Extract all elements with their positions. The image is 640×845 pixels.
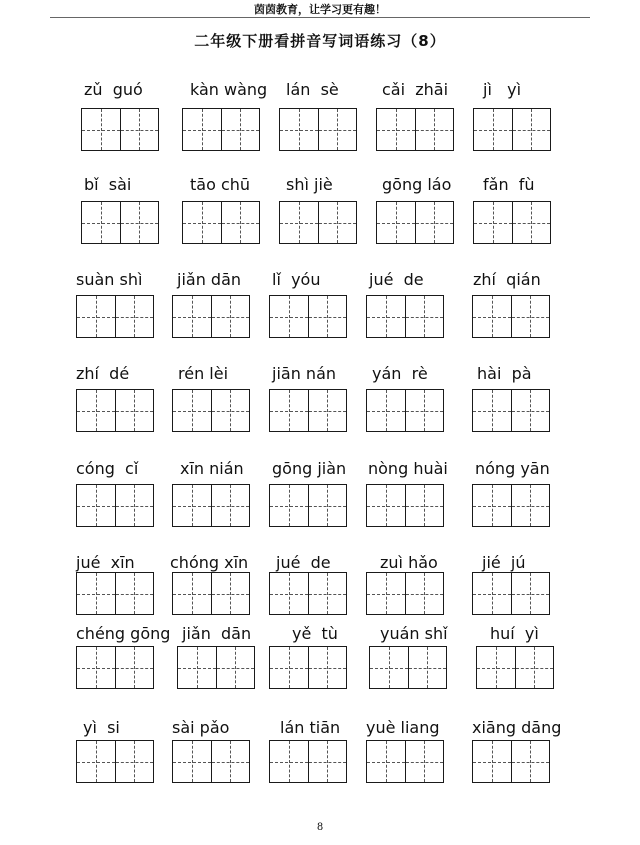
writing-grid[interactable]: [376, 108, 454, 151]
writing-cell[interactable]: [308, 485, 347, 526]
writing-cell[interactable]: [77, 296, 115, 337]
pinyin-label: gōng láo: [382, 175, 452, 194]
writing-grid[interactable]: [81, 201, 159, 244]
writing-grid[interactable]: [182, 108, 260, 151]
writing-cell[interactable]: [512, 202, 551, 243]
pinyin-label: lǐ yóu: [272, 270, 321, 289]
writing-grid[interactable]: [76, 389, 154, 432]
writing-cell[interactable]: [367, 296, 405, 337]
writing-grid[interactable]: [472, 389, 550, 432]
writing-grid[interactable]: [269, 740, 347, 783]
writing-cell[interactable]: [77, 647, 115, 688]
writing-cell[interactable]: [367, 485, 405, 526]
pinyin-label: cǎi zhāi: [382, 80, 449, 99]
header-slogan: 茵茵教育，让学习更有趣！: [254, 3, 386, 16]
writing-cell[interactable]: [318, 109, 357, 150]
pinyin-label: jié jú: [482, 553, 526, 572]
pinyin-label: jiǎn dān: [182, 624, 252, 643]
pinyin-label: rén lèi: [178, 364, 229, 383]
writing-cell[interactable]: [415, 202, 454, 243]
pinyin-label: sài pǎo: [172, 718, 230, 737]
writing-cell[interactable]: [377, 109, 415, 150]
writing-cell[interactable]: [511, 741, 550, 782]
page-number: 8: [316, 822, 324, 833]
pinyin-label: chéng gōng: [76, 624, 171, 643]
writing-cell[interactable]: [173, 741, 211, 782]
writing-grid[interactable]: [269, 646, 347, 689]
writing-grid[interactable]: [366, 295, 444, 338]
writing-cell[interactable]: [408, 647, 447, 688]
writing-cell[interactable]: [308, 741, 347, 782]
writing-grid[interactable]: [369, 646, 447, 689]
writing-cell[interactable]: [173, 390, 211, 431]
pinyin-label: hài pà: [477, 364, 532, 383]
writing-cell[interactable]: [473, 296, 511, 337]
writing-cell[interactable]: [270, 573, 308, 614]
pinyin-label: chóng xīn: [170, 553, 249, 572]
writing-grid[interactable]: [269, 572, 347, 615]
writing-grid[interactable]: [366, 740, 444, 783]
writing-grid[interactable]: [76, 484, 154, 527]
page-header: [0, 0, 640, 20]
pinyin-label: jué xīn: [76, 553, 135, 572]
writing-cell[interactable]: [211, 741, 250, 782]
writing-cell[interactable]: [405, 296, 444, 337]
writing-grid[interactable]: [473, 108, 551, 151]
writing-cell[interactable]: [82, 109, 120, 150]
pinyin-label: yuè liang: [366, 718, 440, 737]
writing-cell[interactable]: [280, 202, 318, 243]
writing-grid[interactable]: [279, 108, 357, 151]
writing-cell[interactable]: [115, 741, 154, 782]
pinyin-label: suàn shì: [76, 270, 143, 289]
writing-cell[interactable]: [308, 296, 347, 337]
writing-cell[interactable]: [477, 647, 515, 688]
pinyin-label: zhí qián: [473, 270, 541, 289]
writing-cell[interactable]: [318, 202, 357, 243]
writing-cell[interactable]: [270, 485, 308, 526]
writing-grid[interactable]: [473, 201, 551, 244]
writing-grid[interactable]: [269, 389, 347, 432]
writing-cell[interactable]: [77, 573, 115, 614]
writing-cell[interactable]: [216, 647, 255, 688]
writing-cell[interactable]: [221, 202, 260, 243]
writing-cell[interactable]: [270, 647, 308, 688]
writing-cell[interactable]: [211, 296, 250, 337]
writing-grid[interactable]: [376, 201, 454, 244]
writing-cell[interactable]: [280, 109, 318, 150]
writing-cell[interactable]: [367, 573, 405, 614]
writing-cell[interactable]: [173, 296, 211, 337]
writing-grid[interactable]: [366, 572, 444, 615]
writing-cell[interactable]: [211, 485, 250, 526]
pinyin-label: kàn wàng: [190, 80, 268, 99]
pinyin-label: jué de: [369, 270, 424, 289]
header-divider: [50, 17, 590, 18]
writing-grid[interactable]: [366, 389, 444, 432]
pinyin-label: yě tù: [292, 624, 338, 643]
pinyin-label: gōng jiàn: [272, 459, 347, 478]
writing-cell[interactable]: [474, 202, 512, 243]
writing-cell[interactable]: [211, 573, 250, 614]
pinyin-label: zuì hǎo: [380, 553, 438, 572]
writing-cell[interactable]: [511, 296, 550, 337]
pinyin-label: nóng yān: [475, 459, 550, 478]
writing-cell[interactable]: [405, 390, 444, 431]
writing-cell[interactable]: [474, 109, 512, 150]
pinyin-label: xiāng dāng: [472, 718, 562, 737]
writing-cell[interactable]: [270, 390, 308, 431]
page-title: 二年级下册看拼音写词语练习（8）: [194, 32, 446, 50]
writing-cell[interactable]: [183, 109, 221, 150]
writing-cell[interactable]: [473, 485, 511, 526]
pinyin-label: yán rè: [372, 364, 428, 383]
writing-cell[interactable]: [511, 485, 550, 526]
writing-cell[interactable]: [115, 296, 154, 337]
writing-cell[interactable]: [308, 390, 347, 431]
pinyin-label: jiān nán: [272, 364, 337, 383]
writing-grid[interactable]: [172, 389, 250, 432]
writing-cell[interactable]: [77, 741, 115, 782]
pinyin-label: shì jiè: [286, 175, 333, 194]
writing-cell[interactable]: [308, 573, 347, 614]
writing-cell[interactable]: [115, 573, 154, 614]
writing-grid[interactable]: [472, 484, 550, 527]
writing-grid[interactable]: [76, 646, 154, 689]
writing-grid[interactable]: [269, 295, 347, 338]
pinyin-label: lán sè: [286, 80, 339, 99]
writing-cell[interactable]: [512, 109, 551, 150]
writing-grid[interactable]: [81, 108, 159, 151]
pinyin-label: lán tiān: [280, 718, 341, 737]
writing-grid[interactable]: [472, 295, 550, 338]
writing-grid[interactable]: [472, 572, 550, 615]
writing-cell[interactable]: [367, 741, 405, 782]
pinyin-label: nòng huài: [368, 459, 448, 478]
writing-cell[interactable]: [120, 202, 159, 243]
writing-grid[interactable]: [172, 295, 250, 338]
writing-cell[interactable]: [120, 109, 159, 150]
pinyin-label: yì si: [83, 718, 120, 737]
pinyin-label: zhí dé: [76, 364, 130, 383]
writing-cell[interactable]: [308, 647, 347, 688]
pinyin-label: zǔ guó: [84, 80, 143, 99]
writing-cell[interactable]: [115, 647, 154, 688]
pinyin-label: cóng cǐ: [76, 459, 139, 478]
writing-cell[interactable]: [511, 390, 550, 431]
writing-grid[interactable]: [279, 201, 357, 244]
writing-cell[interactable]: [221, 109, 260, 150]
writing-cell[interactable]: [115, 390, 154, 431]
writing-cell[interactable]: [211, 390, 250, 431]
writing-cell[interactable]: [270, 741, 308, 782]
writing-cell[interactable]: [370, 647, 408, 688]
writing-grid[interactable]: [76, 572, 154, 615]
writing-grid[interactable]: [172, 484, 250, 527]
writing-cell[interactable]: [77, 390, 115, 431]
writing-grid[interactable]: [177, 646, 255, 689]
writing-cell[interactable]: [515, 647, 554, 688]
writing-grid[interactable]: [182, 201, 260, 244]
pinyin-label: jì yì: [483, 80, 522, 99]
pinyin-label: tāo chū: [190, 175, 251, 194]
writing-cell[interactable]: [115, 485, 154, 526]
writing-grid[interactable]: [269, 484, 347, 527]
pinyin-label: xīn nián: [180, 459, 244, 478]
writing-cell[interactable]: [405, 485, 444, 526]
writing-cell[interactable]: [270, 296, 308, 337]
writing-grid[interactable]: [172, 572, 250, 615]
writing-cell[interactable]: [173, 485, 211, 526]
writing-cell[interactable]: [473, 573, 511, 614]
writing-grid[interactable]: [366, 484, 444, 527]
pinyin-label: jiǎn dān: [177, 270, 242, 289]
writing-cell[interactable]: [405, 573, 444, 614]
writing-grid[interactable]: [472, 740, 550, 783]
writing-grid[interactable]: [476, 646, 554, 689]
writing-cell[interactable]: [367, 390, 405, 431]
writing-cell[interactable]: [473, 390, 511, 431]
pinyin-label: yuán shǐ: [380, 624, 448, 643]
pinyin-label: jué de: [276, 553, 331, 572]
writing-cell[interactable]: [77, 485, 115, 526]
writing-cell[interactable]: [183, 202, 221, 243]
writing-cell[interactable]: [377, 202, 415, 243]
writing-cell[interactable]: [178, 647, 216, 688]
writing-cell[interactable]: [511, 573, 550, 614]
writing-cell[interactable]: [405, 741, 444, 782]
pinyin-label: fǎn fù: [483, 175, 535, 194]
writing-grid[interactable]: [76, 740, 154, 783]
writing-cell[interactable]: [82, 202, 120, 243]
writing-grid[interactable]: [172, 740, 250, 783]
writing-cell[interactable]: [473, 741, 511, 782]
writing-cell[interactable]: [173, 573, 211, 614]
pinyin-label: bǐ sài: [84, 175, 132, 194]
writing-grid[interactable]: [76, 295, 154, 338]
pinyin-label: huí yì: [490, 624, 539, 643]
writing-cell[interactable]: [415, 109, 454, 150]
